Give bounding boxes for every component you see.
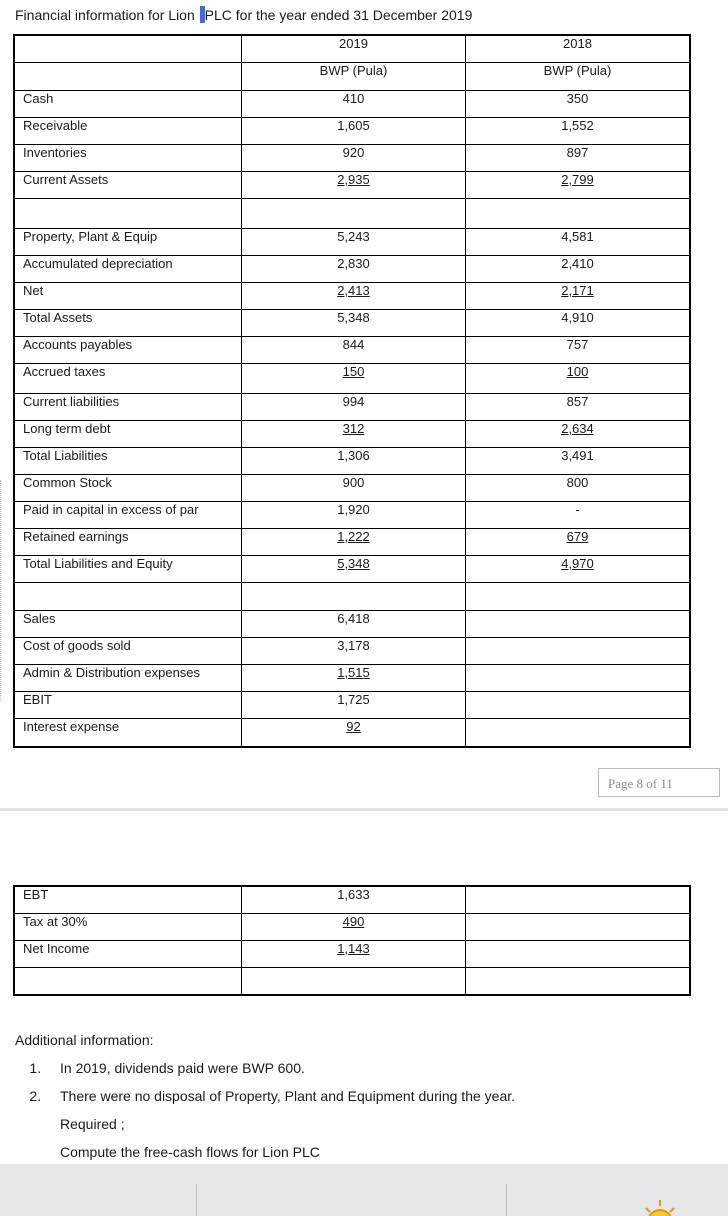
value-2018: 4,581: [466, 229, 691, 256]
additional-list: [15, 1054, 515, 1110]
margin-marker: [0, 480, 4, 700]
table-row: [14, 199, 690, 229]
row-label: [14, 968, 242, 996]
table-row: [14, 968, 690, 996]
table-row: [14, 583, 690, 611]
table-cell: [14, 35, 242, 63]
task-text: Compute the free-cash flows for Lion PLC: [60, 1144, 320, 1160]
row-label: Accrued taxes: [14, 364, 242, 394]
row-label: Common Stock: [14, 475, 242, 502]
row-label: Tax at 30%: [14, 914, 242, 941]
value-2019: 1,633: [242, 886, 466, 914]
value-2019: 92: [346, 719, 361, 734]
income-statement-table: [13, 885, 691, 996]
table-row: [14, 611, 690, 638]
value-cell: [466, 529, 691, 556]
table-row: [14, 91, 690, 118]
value-2018: 897: [466, 145, 691, 172]
value-2019: 3,178: [242, 638, 466, 665]
value-2019: 490: [342, 914, 365, 929]
value-2018: 2,799: [561, 172, 594, 187]
row-label: Net: [14, 283, 242, 310]
balance-sheet-table: [13, 34, 691, 748]
row-label: Accumulated depreciation: [14, 256, 242, 283]
value-cell: [242, 941, 466, 968]
value-2019: 900: [242, 475, 466, 502]
value-2019: 5,243: [242, 229, 466, 256]
table-row: [14, 364, 690, 394]
value-2018: [466, 611, 691, 638]
value-2018: [466, 692, 691, 719]
table-row: [14, 638, 690, 665]
row-label: Total Liabilities: [14, 448, 242, 475]
row-label: Net Income: [14, 941, 242, 968]
value-2019: 1,222: [337, 529, 370, 544]
row-label: Accounts payables: [14, 337, 242, 364]
row-label: Retained earnings: [14, 529, 242, 556]
value-cell: [242, 364, 466, 394]
value-2018: [466, 719, 691, 747]
row-label: [14, 583, 242, 611]
value-cell: [466, 421, 691, 448]
value-2018: [466, 886, 691, 914]
value-2019: 1,605: [242, 118, 466, 145]
value-2019: 2,935: [337, 172, 370, 187]
value-2018: 3,491: [466, 448, 691, 475]
row-label: Receivable: [14, 118, 242, 145]
row-label: Total Assets: [14, 310, 242, 337]
row-label: Admin & Distribution expenses: [14, 665, 242, 692]
toolbar-divider: [506, 1184, 507, 1216]
value-2018: 679: [566, 529, 589, 544]
value-2018: [466, 665, 691, 692]
header-year-2018: 2018: [466, 35, 691, 63]
table-row: [14, 421, 690, 448]
row-label: Current Assets: [14, 172, 242, 199]
value-cell: [242, 421, 466, 448]
table-row: [14, 941, 690, 968]
list-item: 1. In 2019, dividends paid were BWP 600.: [45, 1054, 515, 1082]
additional-information: [15, 1026, 515, 1166]
value-2018: [466, 914, 691, 941]
table-row: [14, 35, 690, 63]
value-2018: 1,552: [466, 118, 691, 145]
table-row: [14, 118, 690, 145]
value-2019: 410: [242, 91, 466, 118]
value-2019: 1,725: [242, 692, 466, 719]
row-label: EBT: [14, 886, 242, 914]
value-2018: 857: [466, 394, 691, 421]
value-cell: [242, 529, 466, 556]
value-2018: 2,410: [466, 256, 691, 283]
value-2018: [466, 638, 691, 665]
table-row: [14, 229, 690, 256]
value-2018: 2,171: [561, 283, 594, 298]
value-2019: 844: [242, 337, 466, 364]
row-label: Total Liabilities and Equity: [14, 556, 242, 583]
title-text-start: Financial information for Lion: [15, 7, 199, 23]
value-cell: [242, 283, 466, 310]
value-2018: 100: [566, 364, 589, 379]
value-cell: [242, 665, 466, 692]
row-label: Interest expense: [14, 719, 242, 747]
page-indicator: Page 8 of 11: [598, 768, 720, 797]
value-2018: [466, 583, 691, 611]
value-2019: 150: [342, 364, 365, 379]
value-cell: [242, 914, 466, 941]
value-cell: [242, 719, 466, 747]
table-row: [14, 337, 690, 364]
table-cell: [14, 63, 242, 91]
table-row: [14, 63, 690, 91]
table-row: [14, 529, 690, 556]
row-label: Sales: [14, 611, 242, 638]
table-row: [14, 283, 690, 310]
value-2019: 6,418: [242, 611, 466, 638]
row-label: [14, 199, 242, 229]
table-row: [14, 502, 690, 529]
value-cell: [242, 556, 466, 583]
bottom-toolbar: [0, 1164, 728, 1216]
table-row: [14, 475, 690, 502]
document-title: [15, 6, 472, 23]
table-row: [14, 665, 690, 692]
table-row: [14, 448, 690, 475]
header-currency-2019: BWP (Pula): [242, 63, 466, 91]
value-2018: [466, 199, 691, 229]
row-label: Property, Plant & Equip: [14, 229, 242, 256]
value-2019: 312: [342, 421, 365, 436]
value-2018: [466, 941, 691, 968]
table-row: [14, 556, 690, 583]
value-2018: 4,910: [466, 310, 691, 337]
header-year-2019: 2019: [242, 35, 466, 63]
table-row: [14, 692, 690, 719]
required-label: Required ;: [60, 1116, 125, 1132]
table-row: [14, 145, 690, 172]
value-cell: [242, 172, 466, 199]
value-2019: 2,413: [337, 283, 370, 298]
row-label: Inventories: [14, 145, 242, 172]
value-2019: 5,348: [337, 556, 370, 571]
value-2019: 920: [242, 145, 466, 172]
value-2018: 4,970: [561, 556, 594, 571]
table-row: [14, 310, 690, 337]
value-cell: [466, 283, 691, 310]
table-row: [14, 719, 690, 747]
page-break: [0, 808, 728, 811]
value-cell: [466, 556, 691, 583]
value-2018: 757: [466, 337, 691, 364]
row-label: Current liabilities: [14, 394, 242, 421]
value-2018: 350: [466, 91, 691, 118]
title-text-end: PLC for the year ended 31 December 2019: [204, 7, 473, 23]
table-row: [14, 914, 690, 941]
additional-heading: Additional information:: [15, 1032, 154, 1048]
value-2019: 994: [242, 394, 466, 421]
value-2019: 1,306: [242, 448, 466, 475]
value-2018: 800: [466, 475, 691, 502]
value-2019: 1,920: [242, 502, 466, 529]
value-cell: [466, 172, 691, 199]
value-cell: [466, 364, 691, 394]
table-row: [14, 394, 690, 421]
row-label: EBIT: [14, 692, 242, 719]
row-label: Paid in capital in excess of par: [14, 502, 242, 529]
table-row: [14, 172, 690, 199]
value-2019: [242, 199, 466, 229]
list-item: 2. There were no disposal of Property, Plant and Equipment during the year.: [45, 1082, 515, 1110]
value-2018: -: [466, 502, 691, 529]
value-2019: [242, 968, 466, 996]
value-2019: 1,515: [337, 665, 370, 680]
toolbar-divider: [196, 1184, 197, 1216]
header-currency-2018: BWP (Pula): [466, 63, 691, 91]
row-label: Cash: [14, 91, 242, 118]
value-2018: 2,634: [561, 421, 594, 436]
table-row: [14, 886, 690, 914]
value-2019: 1,143: [337, 941, 370, 956]
sun-icon[interactable]: [640, 1200, 680, 1216]
value-2019: 2,830: [242, 256, 466, 283]
value-2018: [466, 968, 691, 996]
value-2019: [242, 583, 466, 611]
row-label: Long term debt: [14, 421, 242, 448]
value-2019: 5,348: [242, 310, 466, 337]
row-label: Cost of goods sold: [14, 638, 242, 665]
table-row: [14, 256, 690, 283]
